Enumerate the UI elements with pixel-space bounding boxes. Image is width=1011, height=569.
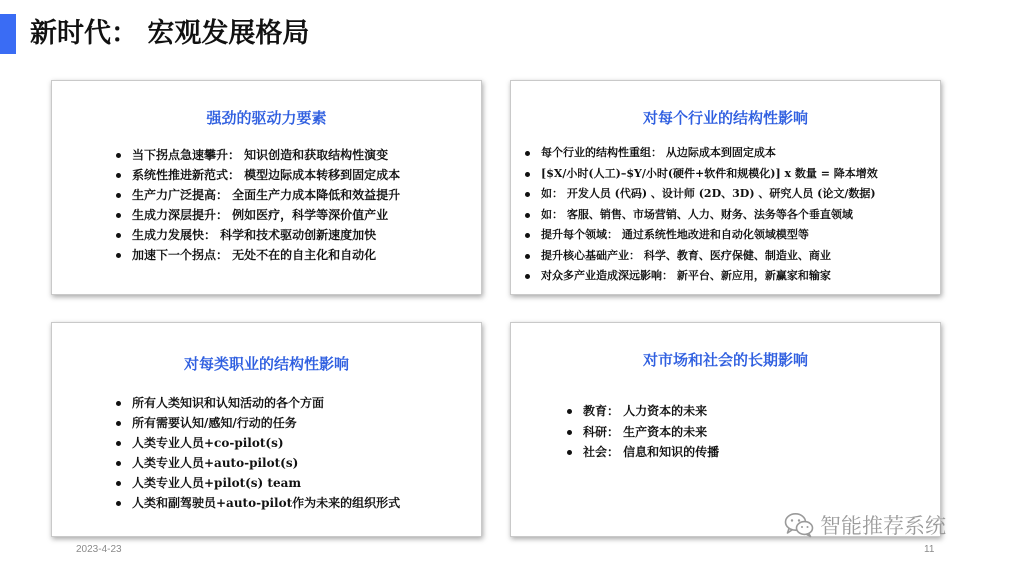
list-item-text: 科研： 生产资本的未来	[583, 424, 708, 439]
list-item	[567, 422, 940, 443]
bullet-dot-icon	[567, 409, 572, 414]
list-item	[116, 245, 481, 265]
bullet-dot-icon	[525, 254, 530, 259]
wechat-icon	[784, 512, 814, 538]
bullet-dot-icon	[567, 450, 572, 455]
list-item	[116, 205, 481, 225]
card-industry-impact	[510, 80, 941, 295]
bullet-list	[525, 143, 940, 287]
list-item-text: 系统性推进新范式： 模型边际成本转移到固定成本	[132, 168, 401, 182]
list-item-text: 教育： 人力资本的未来	[583, 404, 708, 418]
list-item	[525, 164, 940, 185]
list-item-text: [$X/小时(人工)–$Y/小时(硬件+软件和规模化)] x 数量 = 降本增效	[541, 166, 878, 180]
page-number: 11	[924, 544, 935, 555]
list-item-text: 每个行业的结构性重组： 从边际成本到固定成本	[541, 146, 776, 159]
list-item	[116, 413, 481, 433]
list-item-text: 人类和副驾驶员+auto-pilot作为未来的组织形式	[132, 496, 401, 510]
list-item-text: 对众多产业造成深远影响： 新平台、新应用，新赢家和输家	[541, 269, 831, 282]
list-item-text: 提升每个领域： 通过系统性地改进和自动化领域模型等	[541, 228, 809, 241]
bullet-dot-icon	[116, 501, 121, 506]
list-item-text: 生成力深层提升： 例如医疗，科学等深价值产业	[132, 208, 389, 222]
list-item-text: 人类专业人员+pilot(s) team	[132, 476, 302, 490]
bullet-dot-icon	[525, 192, 530, 197]
watermark-text: 智能推荐系统	[820, 514, 946, 538]
list-item	[116, 493, 481, 513]
watermark	[784, 510, 946, 540]
bullet-dot-icon	[525, 274, 530, 279]
bullet-dot-icon	[567, 430, 572, 435]
card-driving-forces	[51, 80, 482, 295]
list-item-text: 当下拐点急速攀升： 知识创造和获取结构性演变	[132, 148, 389, 162]
footer-date: 2023-4-23	[76, 544, 122, 555]
list-item-text: 生产力广泛提高： 全面生产力成本降低和效益提升	[132, 188, 401, 202]
bullet-list	[116, 393, 481, 513]
bullet-dot-icon	[525, 172, 530, 177]
bullet-dot-icon	[116, 461, 121, 466]
list-item-text: 社会： 信息和知识的传播	[583, 445, 720, 459]
bullet-dot-icon	[116, 253, 121, 258]
list-item	[116, 473, 481, 493]
list-item-text: 所有人类知识和认知活动的各个方面	[132, 396, 325, 410]
list-item	[567, 442, 940, 463]
list-item	[525, 205, 940, 226]
list-item	[525, 266, 940, 287]
card-occupation-impact	[51, 322, 482, 537]
bullet-dot-icon	[525, 151, 530, 156]
list-item	[116, 453, 481, 473]
page-title: 新时代： 宏观发展格局	[30, 18, 310, 49]
bullet-dot-icon	[116, 173, 121, 178]
bullet-list	[567, 401, 940, 463]
title-accent-bar	[0, 14, 16, 54]
list-item	[525, 184, 940, 205]
list-item-text: 如： 开发人员 (代码) 、设计师 (2D、3D) 、研究人员 (论文/数据)	[541, 187, 876, 200]
list-item-text: 加速下一个拐点： 无处不在的自主化和自动化	[132, 248, 377, 262]
bullet-dot-icon	[116, 481, 121, 486]
card-title: 强劲的驱动力要素	[206, 109, 327, 127]
list-item	[525, 143, 940, 164]
list-item	[116, 393, 481, 413]
bullet-list	[116, 145, 481, 265]
list-item	[567, 401, 940, 422]
list-item-text: 提升核心基础产业： 科学、教育、医疗保健、制造业、商业	[541, 248, 831, 262]
list-item-text: 生成力发展快： 科学和技术驱动创新速度加快	[132, 228, 377, 242]
bullet-dot-icon	[525, 233, 530, 238]
card-title: 对每类职业的结构性影响	[183, 355, 349, 373]
list-item	[116, 145, 481, 165]
bullet-dot-icon	[116, 441, 121, 446]
list-item	[116, 165, 481, 185]
list-item	[116, 433, 481, 453]
bullet-dot-icon	[116, 153, 121, 158]
bullet-dot-icon	[116, 401, 121, 406]
card-title: 对每个行业的结构性影响	[642, 109, 808, 127]
list-item-text: 人类专业人员+co-pilot(s)	[132, 436, 284, 450]
bullet-dot-icon	[525, 213, 530, 218]
list-item-text: 人类专业人员+auto-pilot(s)	[132, 456, 299, 470]
bullet-dot-icon	[116, 421, 121, 426]
list-item	[525, 246, 940, 267]
bullet-dot-icon	[116, 233, 121, 238]
card-market-society-impact	[510, 322, 941, 537]
list-item	[116, 225, 481, 245]
bullet-dot-icon	[116, 193, 121, 198]
bullet-dot-icon	[116, 213, 121, 218]
card-title: 对市场和社会的长期影响	[642, 351, 808, 369]
list-item-text: 如： 客服、销售、市场营销、人力、财务、法务等各个垂直领域	[541, 207, 853, 221]
list-item	[525, 225, 940, 246]
list-item-text: 所有需要认知/感知/行动的任务	[132, 416, 297, 430]
list-item	[116, 185, 481, 205]
